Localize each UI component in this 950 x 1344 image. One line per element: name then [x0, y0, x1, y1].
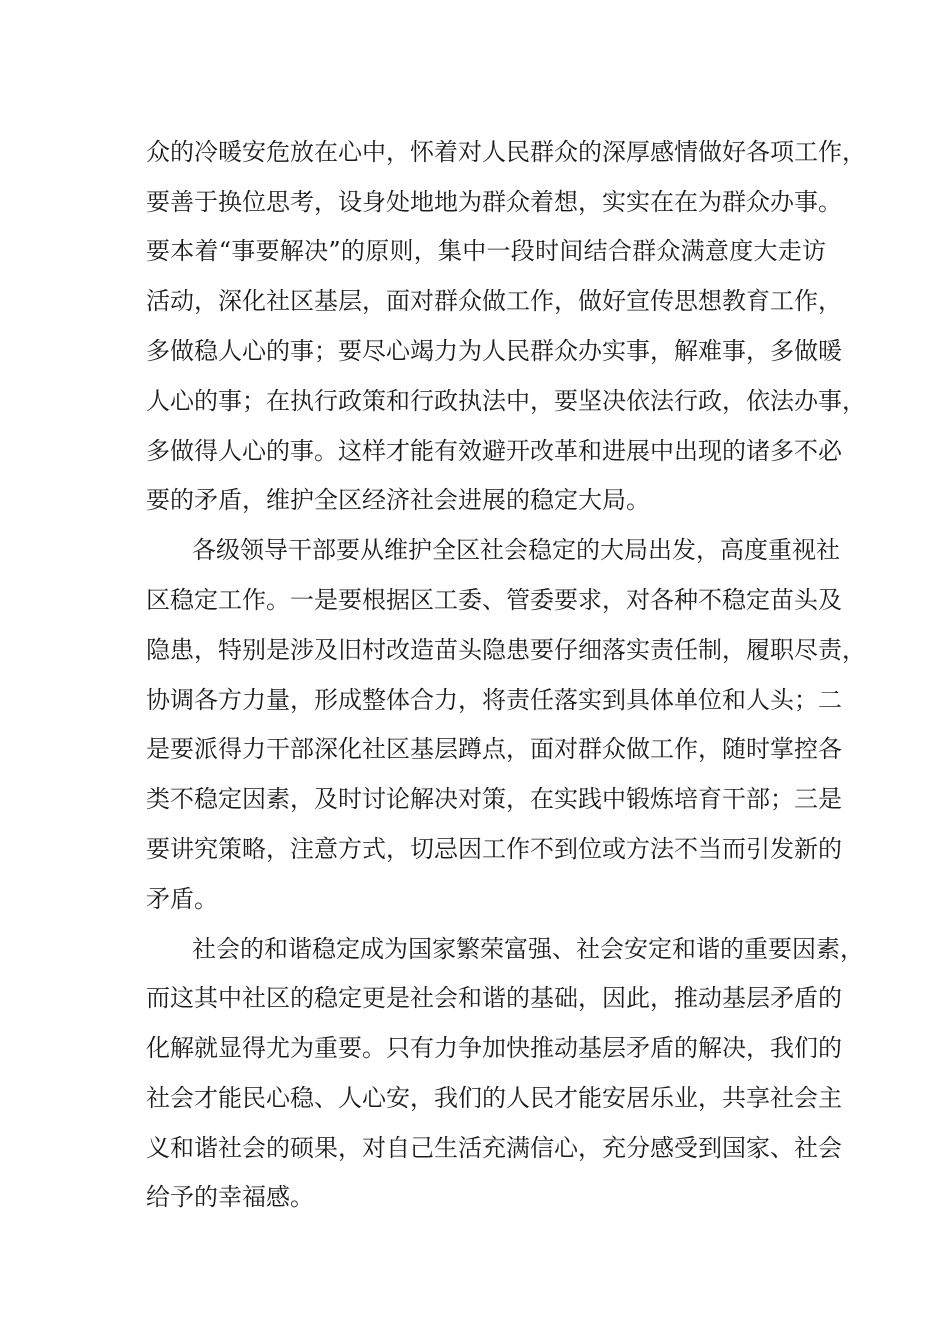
text-line: 化解就显得尤为重要。只有力争加快推动基层矛盾的解决，我们的 [146, 1034, 842, 1062]
text-line: 类不稳定因素，及时讨论解决对策，在实践中锻炼培育干部；三是 [146, 785, 842, 813]
text-line: 众的冷暖安危放在心中，怀着对人民群众的深厚感情做好各项工作， [146, 138, 866, 166]
text-line: 社会的和谐稳定成为国家繁荣富强、社会安定和谐的重要因素， [192, 935, 864, 963]
text-line: 多做得人心的事。这样才能有效避开改革和进展中出现的诸多不必 [146, 437, 842, 465]
text-line: 各级领导干部要从维护全区社会稳定的大局出发，高度重视社 [192, 536, 840, 564]
text-line: 区稳定工作。一是要根据区工委、管委要求，对各种不稳定苗头及 [146, 586, 842, 614]
text-line: 给予的幸福感。 [146, 1183, 314, 1211]
text-line: 义和谐社会的硕果，对自己生活充满信心，充分感受到国家、社会 [146, 1134, 842, 1162]
text-line: 隐患，特别是涉及旧村改造苗头隐患要仔细落实责任制，履职尽责， [146, 636, 866, 664]
text-line: 要讲究策略，注意方式，切忌因工作不到位或方法不当而引发新的 [146, 835, 842, 863]
text-line: 活动，深化社区基层，面对群众做工作，做好宣传思想教育工作， [146, 287, 842, 315]
text-line: 社会才能民心稳、人心安，我们的人民才能安居乐业，共享社会主 [146, 1084, 842, 1112]
text-line: 要本着“事要解决”的原则，集中一段时间结合群众满意度大走访 [146, 237, 826, 265]
text-line: 协调各方力量，形成整体合力，将责任落实到具体单位和人头；二 [146, 686, 842, 714]
text-line: 多做稳人心的事；要尽心竭力为人民群众办实事，解难事，多做暖 [146, 337, 842, 365]
text-line: 而这其中社区的稳定更是社会和谐的基础，因此，推动基层矛盾的 [146, 984, 842, 1012]
text-line: 是要派得力干部深化社区基层蹲点，面对群众做工作，随时掌控各 [146, 735, 842, 763]
text-line: 人心的事；在执行政策和行政执法中，要坚决依法行政，依法办事， [146, 387, 866, 415]
text-line: 要的矛盾，维护全区经济社会进展的稳定大局。 [146, 486, 650, 514]
text-line: 矛盾。 [146, 885, 218, 913]
text-line: 要善于换位思考，设身处地地为群众着想，实实在在为群众办事。 [146, 188, 842, 216]
